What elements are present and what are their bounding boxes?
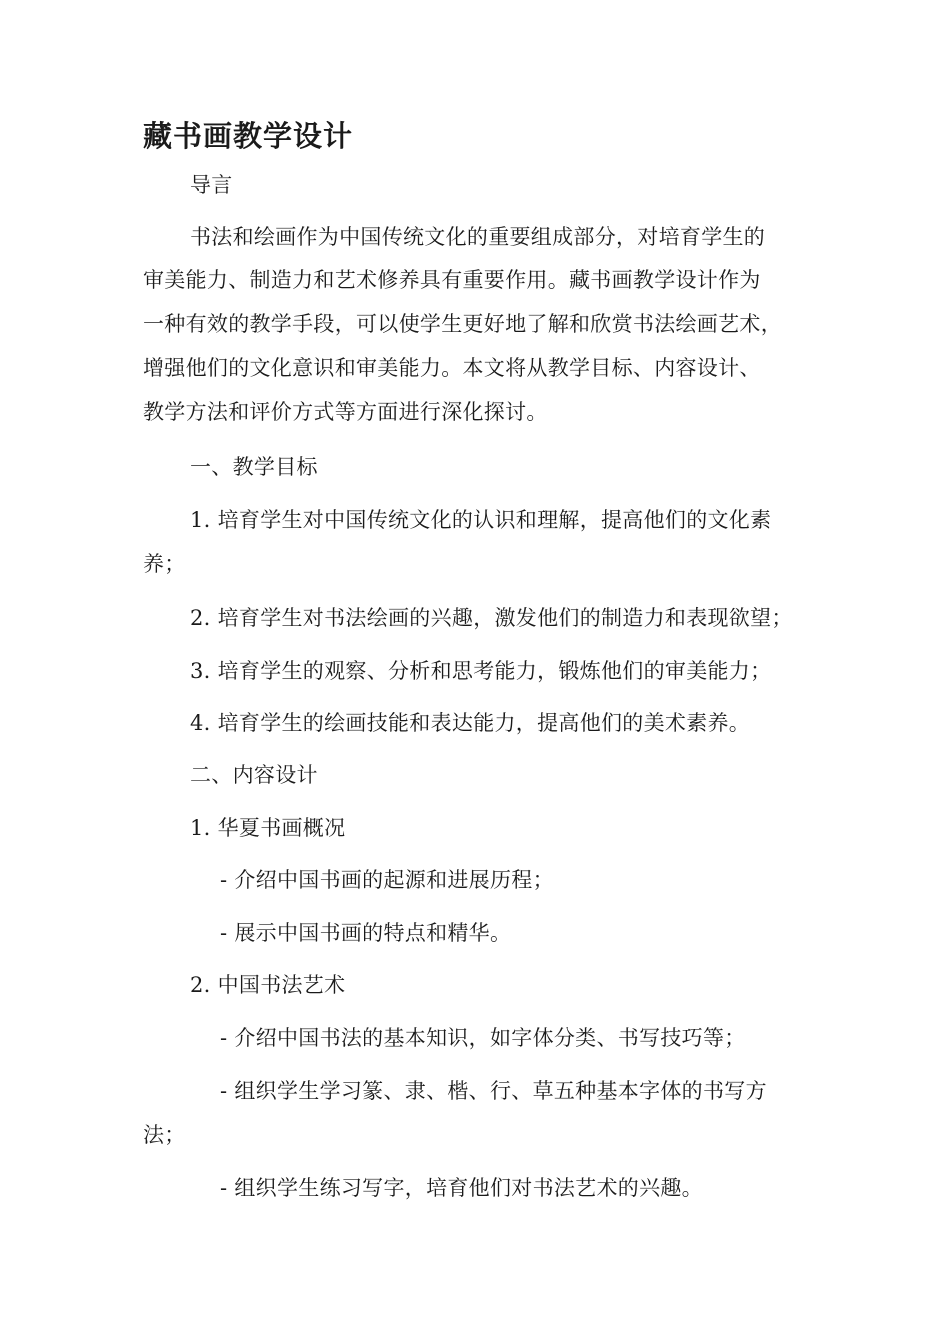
- goal-item-1-continued: 养；: [143, 552, 186, 576]
- intro-line: 教学方法和评价方式等方面进行深化探讨。: [143, 400, 548, 424]
- subsection-heading-overview: 1. 华夏书画概况: [190, 816, 346, 840]
- section-heading-content-design: 二、内容设计: [190, 763, 318, 787]
- subsection-heading-calligraphy: 2. 中国书法艺术: [190, 973, 346, 997]
- goal-item-1: 1. 培育学生对中国传统文化的认识和理解，提高他们的文化素: [190, 508, 772, 532]
- section-heading-teaching-goals: 一、教学目标: [190, 455, 318, 479]
- bullet-item: - 介绍中国书画的起源和进展历程；: [220, 868, 554, 892]
- intro-line: 增强他们的文化意识和审美能力。本文将从教学目标、内容设计、: [143, 356, 761, 380]
- bullet-item-continued: 法；: [143, 1123, 186, 1147]
- intro-line: 一种有效的教学手段，可以使学生更好地了解和欣赏书法绘画艺术，: [143, 312, 782, 336]
- intro-line: 审美能力、制造力和艺术修养具有重要作用。藏书画教学设计作为: [143, 268, 761, 292]
- goal-item-3: 3. 培育学生的观察、分析和思考能力，锻炼他们的审美能力；: [190, 659, 772, 683]
- goal-item-2: 2. 培育学生对书法绘画的兴趣，激发他们的制造力和表现欲望；: [190, 606, 793, 630]
- document-title: 藏书画教学设计: [143, 119, 354, 153]
- intro-heading: 导言: [190, 173, 233, 197]
- bullet-item: - 介绍中国书法的基本知识，如字体分类、书写技巧等；: [220, 1026, 746, 1050]
- bullet-item: - 展示中国书画的特点和精华。: [220, 921, 512, 945]
- bullet-item: - 组织学生练习写字，培育他们对书法艺术的兴趣。: [220, 1176, 703, 1200]
- bullet-item: - 组织学生学习篆、隶、楷、行、草五种基本字体的书写方: [220, 1079, 767, 1103]
- intro-line: 书法和绘画作为中国传统文化的重要组成部分，对培育学生的: [190, 225, 766, 249]
- goal-item-4: 4. 培育学生的绘画技能和表达能力，提高他们的美术素养。: [190, 711, 751, 735]
